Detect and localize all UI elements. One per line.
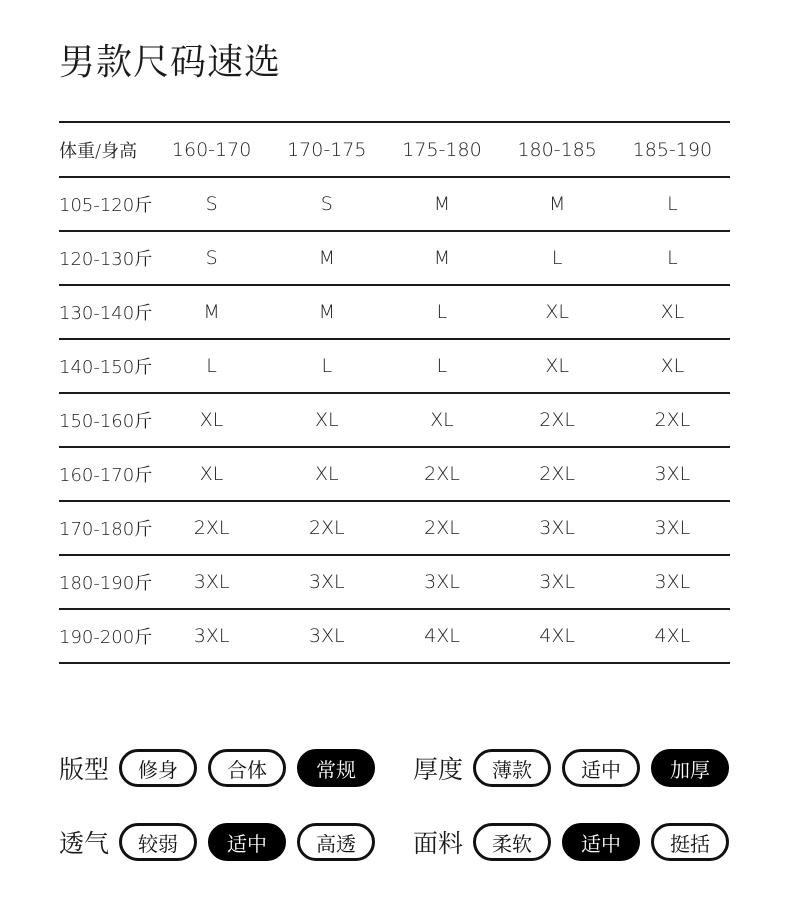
table-row — [59, 609, 730, 663]
size-cell: M — [154, 285, 269, 339]
size-cell: XL — [615, 339, 730, 393]
size-cell: L — [154, 339, 269, 393]
option-pill: 合体 — [208, 749, 286, 787]
size-cell: 2XL — [269, 501, 384, 555]
table-row — [59, 447, 730, 501]
size-cell: M — [500, 177, 615, 231]
size-cell: 3XL — [500, 501, 615, 555]
size-cell: 4XL — [615, 609, 730, 663]
size-chart-table — [59, 121, 730, 664]
page-title: 男款尺码速选 — [59, 42, 282, 83]
size-cell: 3XL — [384, 555, 499, 609]
option-pill: 常规 — [297, 749, 375, 787]
attribute-group-thickness — [413, 749, 740, 787]
size-cell: 3XL — [615, 447, 730, 501]
table-row — [59, 339, 730, 393]
size-cell: M — [269, 285, 384, 339]
size-cell: L — [615, 231, 730, 285]
table-row — [59, 393, 730, 447]
height-header: 180-185 — [500, 122, 615, 177]
attribute-group-fabric — [413, 823, 740, 861]
option-pill: 加厚 — [651, 749, 729, 787]
size-cell: 2XL — [615, 393, 730, 447]
option-pill: 较弱 — [119, 823, 197, 861]
option-pill: 适中 — [562, 823, 640, 861]
height-header: 160-170 — [154, 122, 269, 177]
size-cell: 2XL — [500, 447, 615, 501]
size-cell: S — [154, 177, 269, 231]
option-pill: 修身 — [119, 749, 197, 787]
size-cell: L — [500, 231, 615, 285]
size-cell: XL — [269, 447, 384, 501]
size-cell: XL — [500, 285, 615, 339]
weight-label: 120-130斤 — [59, 231, 154, 285]
size-cell: 2XL — [154, 501, 269, 555]
size-cell: XL — [269, 393, 384, 447]
size-cell: M — [384, 231, 499, 285]
weight-label: 170-180斤 — [59, 501, 154, 555]
size-cell: 3XL — [154, 609, 269, 663]
weight-label: 160-170斤 — [59, 447, 154, 501]
size-cell: M — [269, 231, 384, 285]
size-cell: 2XL — [384, 501, 499, 555]
table-row — [59, 231, 730, 285]
header-row — [59, 122, 730, 177]
table-row — [59, 555, 730, 609]
size-cell: L — [384, 285, 499, 339]
size-cell: L — [615, 177, 730, 231]
size-cell: 3XL — [500, 555, 615, 609]
size-table-body — [59, 177, 730, 663]
height-header: 185-190 — [615, 122, 730, 177]
size-cell: 2XL — [500, 393, 615, 447]
size-cell: 4XL — [384, 609, 499, 663]
size-cell: 3XL — [154, 555, 269, 609]
size-cell: 3XL — [269, 609, 384, 663]
weight-label: 105-120斤 — [59, 177, 154, 231]
attribute-label: 透气 — [59, 829, 110, 858]
size-cell: XL — [154, 447, 269, 501]
weight-label: 150-160斤 — [59, 393, 154, 447]
weight-label: 190-200斤 — [59, 609, 154, 663]
attribute-label: 面料 — [413, 829, 464, 858]
size-cell: 2XL — [384, 447, 499, 501]
height-header: 175-180 — [384, 122, 499, 177]
weight-label: 180-190斤 — [59, 555, 154, 609]
attribute-label: 版型 — [59, 755, 110, 784]
size-cell: XL — [384, 393, 499, 447]
option-pill: 柔软 — [473, 823, 551, 861]
attribute-group-fit — [59, 749, 386, 787]
weight-label: 130-140斤 — [59, 285, 154, 339]
option-pill: 高透 — [297, 823, 375, 861]
attribute-label: 厚度 — [413, 755, 464, 784]
size-cell: M — [384, 177, 499, 231]
table-row — [59, 177, 730, 231]
option-pill: 薄款 — [473, 749, 551, 787]
option-pill: 挺括 — [651, 823, 729, 861]
corner-header: 体重/身高 — [59, 122, 154, 177]
size-cell: 4XL — [500, 609, 615, 663]
size-cell: XL — [615, 285, 730, 339]
size-cell: L — [269, 339, 384, 393]
size-cell: S — [154, 231, 269, 285]
attribute-group-breathability — [59, 823, 386, 861]
size-cell: 3XL — [269, 555, 384, 609]
size-cell: XL — [154, 393, 269, 447]
table-row — [59, 285, 730, 339]
table-row — [59, 501, 730, 555]
size-cell: XL — [500, 339, 615, 393]
weight-label: 140-150斤 — [59, 339, 154, 393]
height-header: 170-175 — [269, 122, 384, 177]
size-cell: S — [269, 177, 384, 231]
size-cell: 3XL — [615, 501, 730, 555]
option-pill: 适中 — [562, 749, 640, 787]
option-pill: 适中 — [208, 823, 286, 861]
size-cell: L — [384, 339, 499, 393]
size-cell: 3XL — [615, 555, 730, 609]
